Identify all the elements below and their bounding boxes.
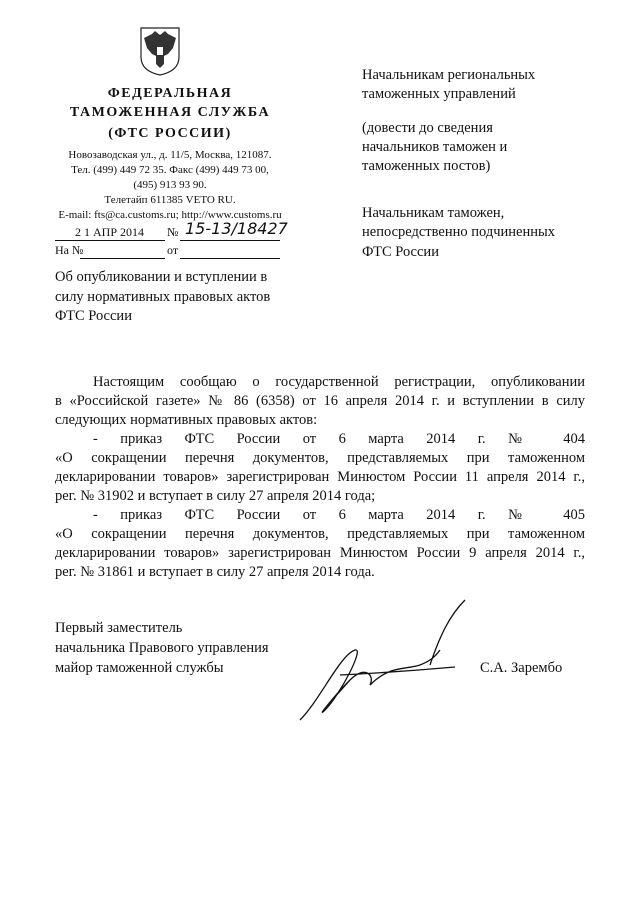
recipient-line: Начальникам региональных <box>362 67 536 83</box>
number-label: № <box>167 225 179 239</box>
body-line: «О сокращении перечня документов, представляемых при таможенном <box>55 526 585 542</box>
subject-line: ФТС России <box>55 308 132 324</box>
letter-date: 2 1 АПР 2014 <box>75 225 145 239</box>
body-line: декларировании товаров» зарегистрирован Минюстом России 11 апреля 2014 г., <box>55 469 585 485</box>
org-name-line2: ТАМОЖЕННАЯ СЛУЖБА <box>69 105 271 120</box>
address: Новозаводская ул., д. 11/5, Москва, 121087. <box>68 149 272 161</box>
body-line: Настоящим сообщаю о государственной регистрации, опубликовании <box>93 374 585 390</box>
org-short-name: (ФТС РОССИИ) <box>108 126 232 141</box>
recipient-line: (довести до сведения <box>362 120 493 136</box>
signer-position: майор таможенной службы <box>55 660 224 676</box>
signer-position: начальника Правового управления <box>55 640 269 656</box>
email: E-mail: fts@ca.customs.ru; http://www.customs.ru <box>58 209 282 221</box>
body-line: следующих нормативных правовых актов: <box>55 412 318 428</box>
subject-line: силу нормативных правовых актов <box>55 289 271 305</box>
recipient-line: непосредственно подчиненных <box>362 224 555 240</box>
signer-name: С.А. Зарембо <box>480 660 563 676</box>
ref-from-label: от <box>167 243 179 257</box>
body-line: «О сокращении перечня документов, представляемых при таможенном <box>55 450 585 466</box>
ref-number-label: На № <box>55 243 84 257</box>
body-line: - приказ ФТС России от 6 марта 2014 г. № 405 <box>93 507 585 523</box>
org-name-line1: ФЕДЕРАЛЬНАЯ <box>107 86 233 101</box>
recipient-line: начальников таможен и <box>362 139 508 155</box>
body-line: рег. № 31902 и вступает в силу 27 апреля 2014 года; <box>55 488 376 504</box>
recipient-line: Начальникам таможен, <box>362 205 505 221</box>
recipient-line: таможенных постов) <box>362 158 491 174</box>
signer-position: Первый заместитель <box>55 620 183 636</box>
body-line: декларировании товаров» зарегистрирован Минюстом России 9 апреля 2014 г., <box>55 545 585 561</box>
recipient-line: таможенных управлений <box>362 86 516 102</box>
coat-of-arms-emblem <box>138 25 182 77</box>
phone: Тел. (499) 449 72 35. Факс (499) 449 73 00, <box>71 164 269 176</box>
letter-number: 15-13/18427 <box>185 219 288 238</box>
body-line: в «Российской газете» № 86 (6358) от 16 апреля 2014 г. и вступлении в силу <box>55 393 585 409</box>
phone2: (495) 913 93 90. <box>133 179 207 191</box>
body-line: - приказ ФТС России от 6 марта 2014 г. № 404 <box>93 431 585 447</box>
handwritten-signature <box>280 595 470 730</box>
subject-line: Об опубликовании и вступлении в <box>55 269 268 285</box>
body-line: рег. № 31861 и вступает в силу 27 апреля 2014 года. <box>55 564 375 580</box>
recipient-line: ФТС России <box>362 244 439 260</box>
teletype: Телетайп 611385 VETO RU. <box>104 194 236 206</box>
